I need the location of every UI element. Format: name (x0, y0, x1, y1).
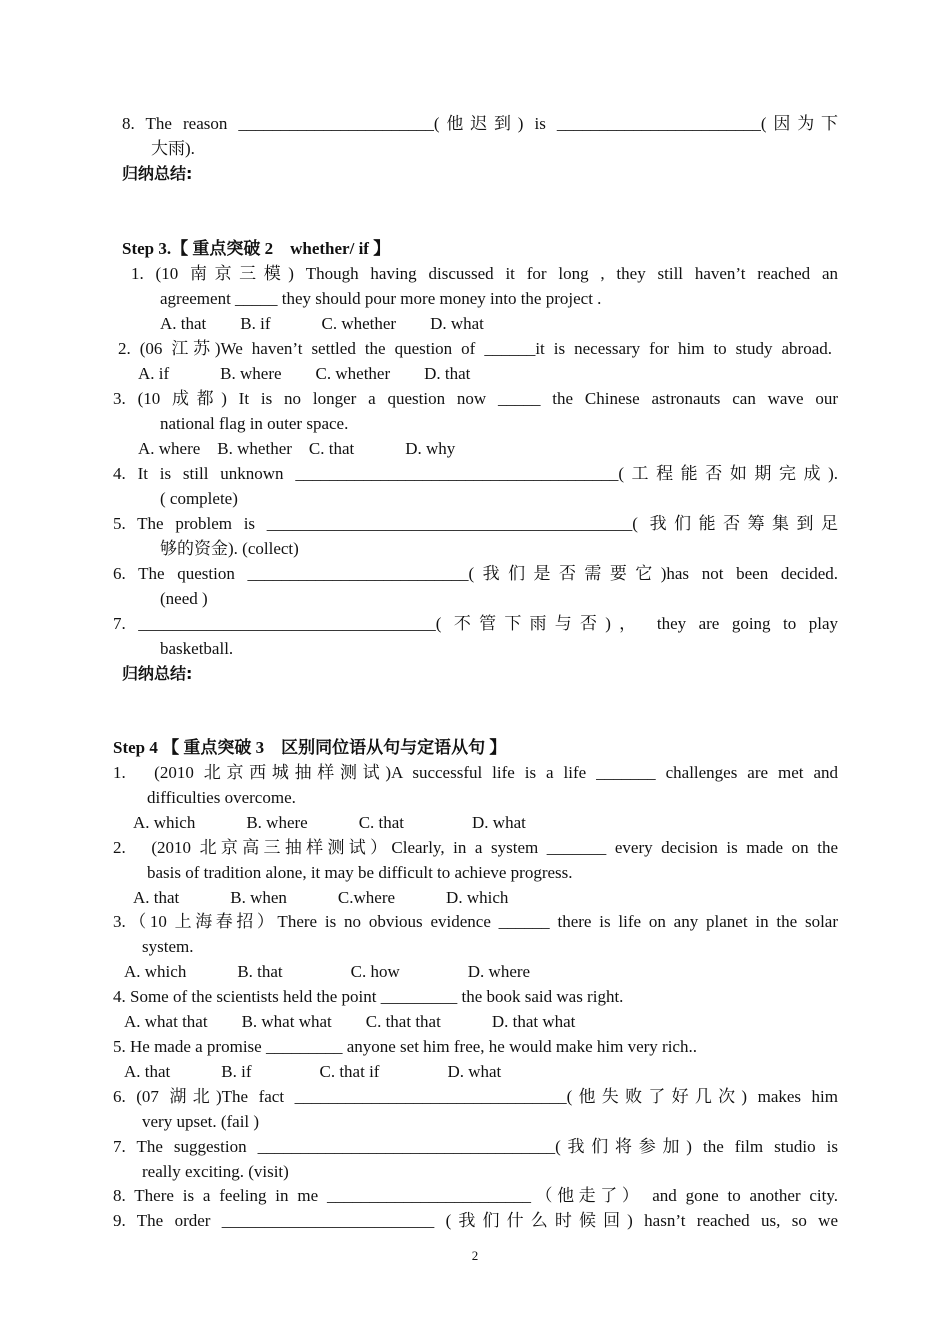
s3-q1-line2: agreement _____ they should pour more money into the project . (160, 289, 602, 308)
s3-q5-line1: 5. The problem is ___________________________________________( 我们能否筹集到足 (113, 514, 838, 533)
s4-q2-options: A. that B. when C.where D. which (133, 888, 509, 907)
s4-q5-options: A. that B. if C. that if D. what (124, 1062, 502, 1081)
s3-q3-line1: 3. (10 成都) It is no longer a question now _____ the Chinese astronauts can wave our (113, 389, 838, 408)
s3-q4-line1: 4. It is still unknown ______________________________________(工程能否如期完成). (113, 464, 838, 483)
s4-q2-line1: 2. (2010 北京高三抽样测试）Clearly, in a system _______ every decision is made on the (113, 838, 838, 857)
s2-q8-line2: 大雨). (151, 139, 195, 158)
s4-q9-line1: 9. The order _________________________ (我们什么时候回) hasn’t reached us, so we (113, 1211, 838, 1230)
s4-q1-line1: 1. (2010 北京西城抽样测试)A successful life is a life _______ challenges are met and (113, 763, 838, 782)
s2-summary-label: 归纳总结: (122, 164, 193, 183)
step4-heading: Step 4 【 重点突破 3 区别同位语从句与定语从句 】 (113, 738, 507, 757)
s3-q3-line2: national flag in outer space. (160, 414, 349, 433)
s4-q3-line1: 3.（10 上海春招）There is no obvious evidence ______ there is life on any planet in the solar (113, 912, 838, 931)
s3-q7-line2: basketball. (160, 639, 234, 658)
s3-q2-options: A. if B. where C. whether D. that (138, 364, 471, 383)
s3-q1-line1: 1. (10 南京三模) Though having discussed it for long , they still haven’t reached an (131, 264, 838, 283)
s4-q1-options: A. which B. where C. that D. what (133, 813, 526, 832)
s4-q6-line2: very upset. (fail ) (142, 1112, 260, 1131)
s2-q8-line1: 8. The reason _______________________(他迟到) is ________________________(因为下 (122, 114, 838, 133)
s3-q1-options: A. that B. if C. whether D. what (160, 314, 484, 333)
s4-q8-line1: 8. There is a feeling in me ________________________（他走了） and gone to another city. (113, 1186, 838, 1205)
s4-q7-line2: really exciting. (visit) (142, 1162, 289, 1181)
step3-heading: Step 3.【 重点突破 2 whether/ if 】 (122, 239, 391, 258)
s3-q4-line2: ( complete) (160, 489, 238, 508)
s4-q3-line2: system. (142, 937, 194, 956)
s4-q5-line1: 5. He made a promise _________ anyone set him free, he would make him very rich.. (113, 1037, 697, 1056)
s4-q4-options: A. what that B. what what C. that that D. that what (124, 1012, 576, 1031)
s4-q3-options: A. which B. that C. how D. where (124, 962, 531, 981)
s3-q5-line2: 够的资金). (collect) (160, 539, 299, 558)
s3-q7-line1: 7. ___________________________________( 不管下雨与否)， they are going to play (113, 614, 838, 633)
s3-summary-label: 归纳总结: (122, 664, 193, 683)
s4-q7-line1: 7. The suggestion ___________________________________(我们将参加) the film studio is (113, 1137, 838, 1156)
s4-q4-line1: 4. Some of the scientists held the point _________ the book said was right. (113, 987, 624, 1006)
s3-q6-line1: 6. The question __________________________(我们是否需要它)has not been decided. (113, 564, 838, 583)
s3-q3-options: A. where B. whether C. that D. why (138, 439, 456, 458)
page-number: 2 (471, 1248, 479, 1263)
s3-q2-line1: 2. (06 江苏)We haven’t settled the question of ______it is necessary for him to study abroad. (118, 339, 832, 358)
s3-q6-line2: (need ) (160, 589, 208, 608)
s4-q1-line2: difficulties overcome. (147, 788, 296, 807)
s4-q2-line2: basis of tradition alone, it may be difficult to achieve progress. (147, 863, 573, 882)
s4-q6-line1: 6. (07 湖北)The fact ________________________________(他失败了好几次) makes him (113, 1087, 838, 1106)
